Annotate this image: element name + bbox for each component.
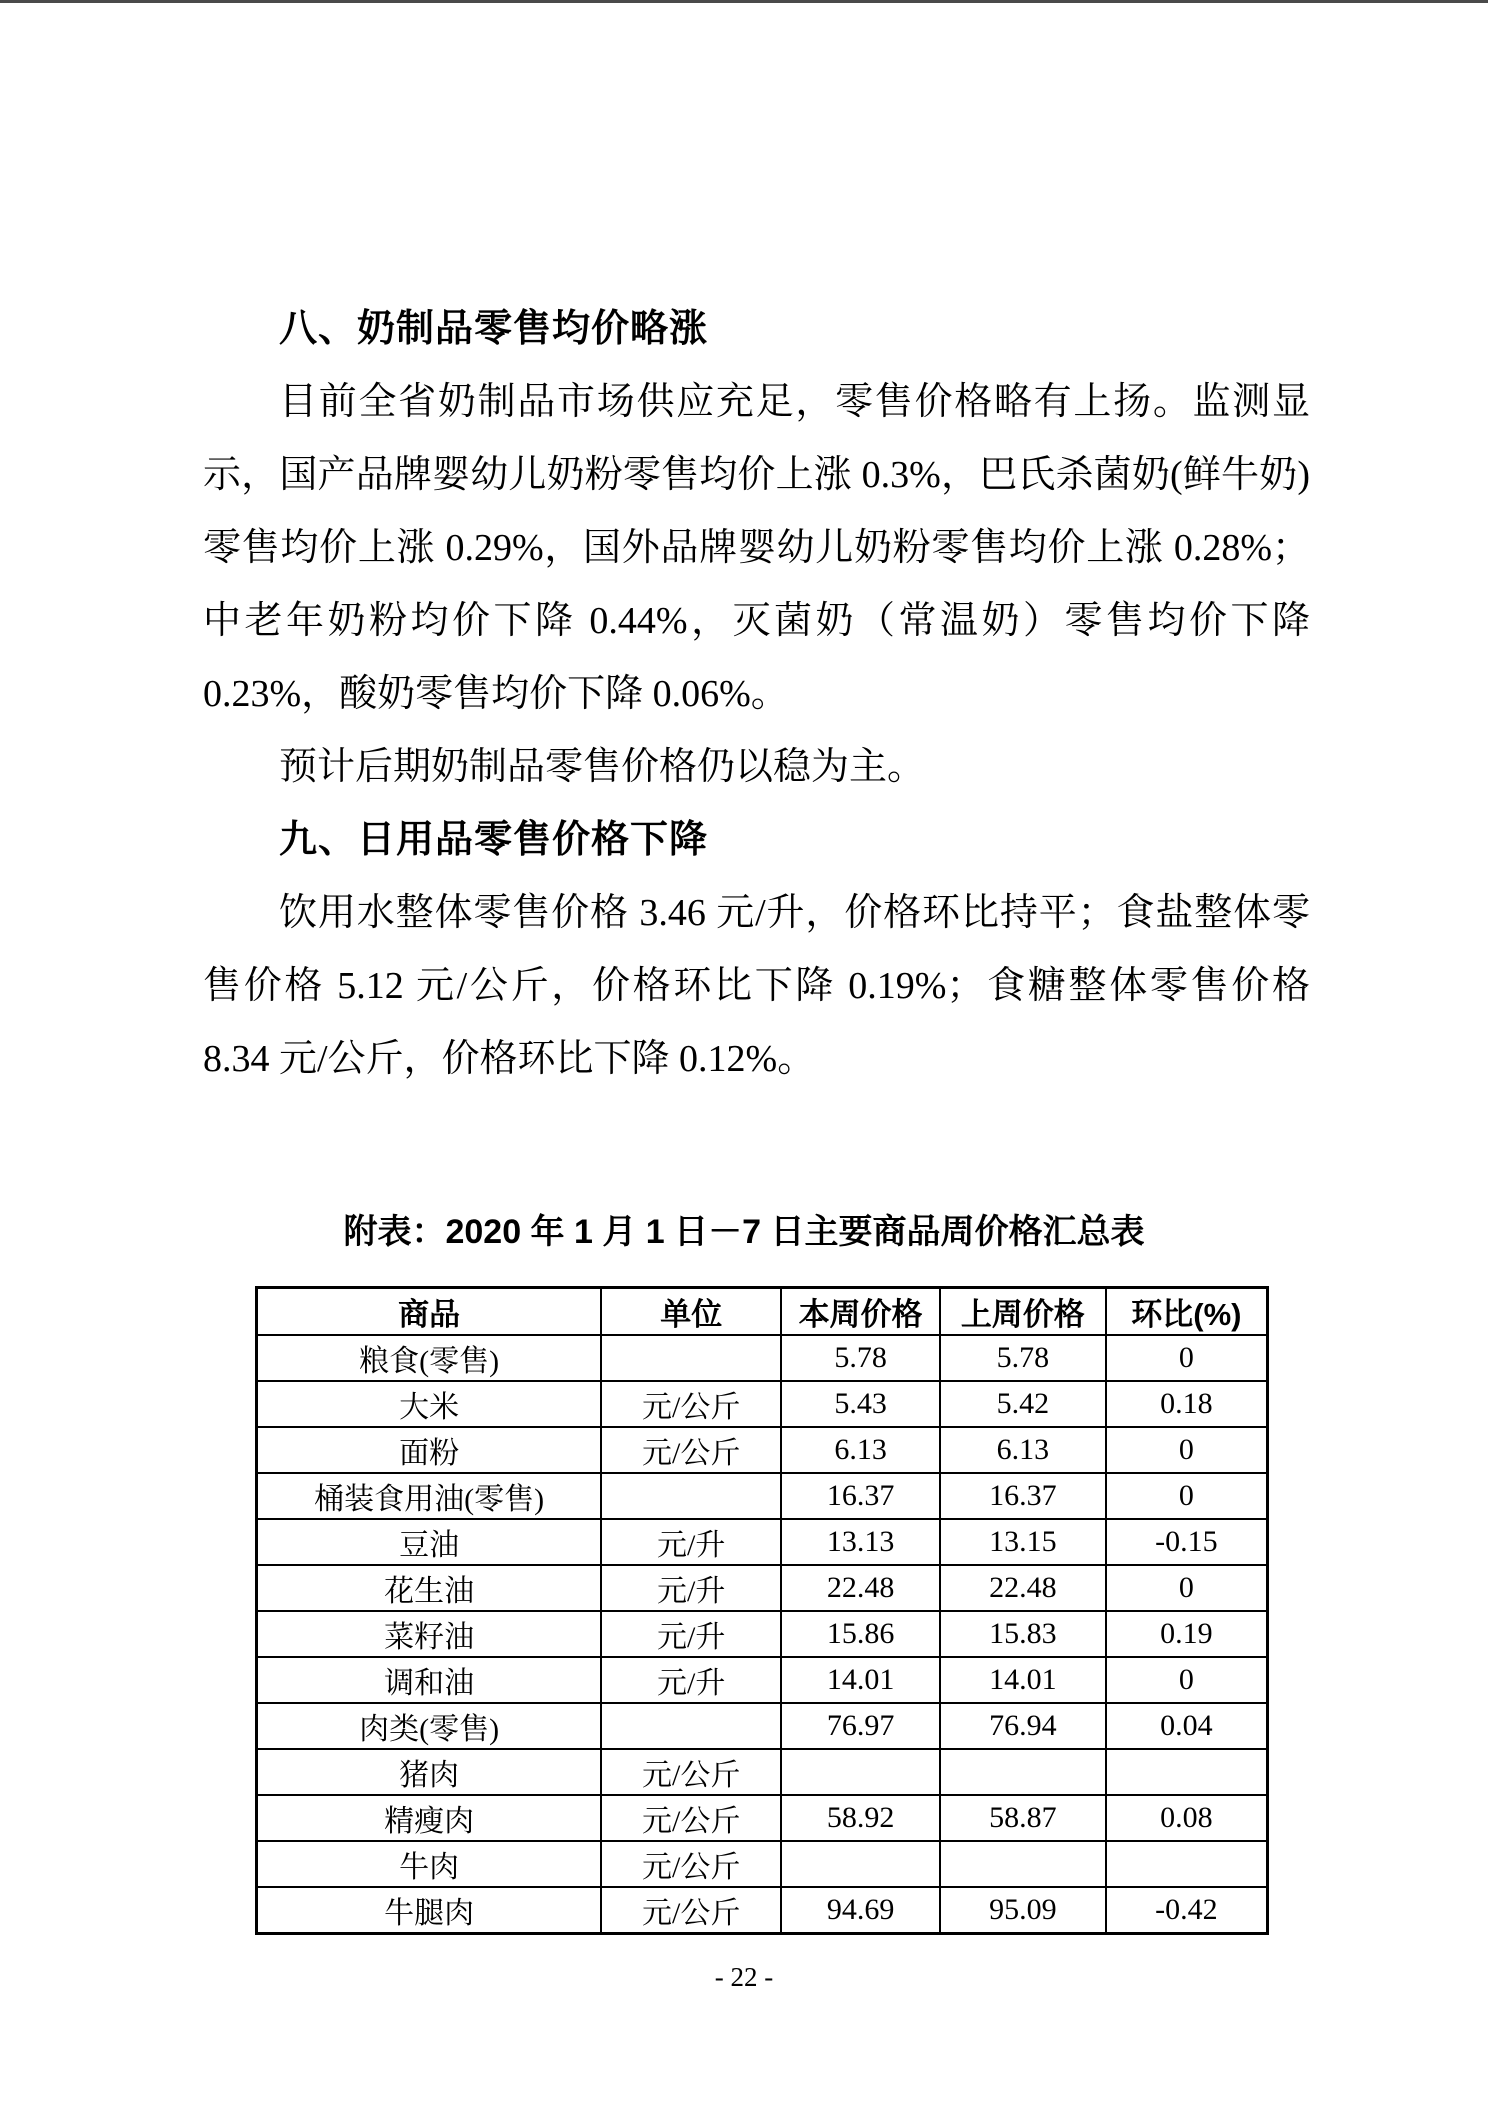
table-cell-wow-change-pct xyxy=(1106,1841,1268,1887)
table-cell-last-week-price xyxy=(940,1749,1106,1795)
table-cell-last-week-price: 15.83 xyxy=(940,1611,1106,1657)
table-row xyxy=(257,1611,1268,1657)
table-cell-wow-change-pct: 0 xyxy=(1106,1565,1268,1611)
table-cell-unit: 元/升 xyxy=(601,1565,781,1611)
table-cell-unit: 元/公斤 xyxy=(601,1841,781,1887)
table-cell-commodity: 精瘦肉 xyxy=(257,1795,602,1841)
table-cell-commodity: 大米 xyxy=(257,1381,602,1427)
document-body xyxy=(203,293,1310,1096)
table-cell-commodity: 菜籽油 xyxy=(257,1611,602,1657)
table-cell-current-week-price: 58.92 xyxy=(781,1795,940,1841)
table-row xyxy=(257,1703,1268,1749)
table-cell-commodity: 桶装食用油(零售) xyxy=(257,1473,602,1519)
table-cell-unit: 元/升 xyxy=(601,1611,781,1657)
table-header-row xyxy=(257,1288,1268,1336)
table-cell-current-week-price: 13.13 xyxy=(781,1519,940,1565)
price-table xyxy=(255,1286,1269,1935)
table-row xyxy=(257,1795,1268,1841)
table-title: 附表：2020 年 1 月 1 日－7 日主要商品周价格汇总表 xyxy=(343,1213,1145,1251)
table-cell-last-week-price: 14.01 xyxy=(940,1657,1106,1703)
column-header-unit: 单位 xyxy=(601,1288,781,1336)
table-cell-commodity: 面粉 xyxy=(257,1427,602,1473)
column-header-commodity: 商品 xyxy=(257,1288,602,1336)
table-cell-wow-change-pct: 0 xyxy=(1106,1473,1268,1519)
table-row xyxy=(257,1519,1268,1565)
table-cell-last-week-price: 5.78 xyxy=(940,1335,1106,1381)
table-cell-wow-change-pct: 0.08 xyxy=(1106,1795,1268,1841)
table-cell-unit: 元/公斤 xyxy=(601,1887,781,1934)
table-cell-current-week-price: 16.37 xyxy=(781,1473,940,1519)
table-cell-last-week-price: 22.48 xyxy=(940,1565,1106,1611)
table-cell-unit: 元/公斤 xyxy=(601,1749,781,1795)
table-cell-last-week-price: 76.94 xyxy=(940,1703,1106,1749)
table-cell-wow-change-pct: 0.18 xyxy=(1106,1381,1268,1427)
column-header-last-week-price: 上周价格 xyxy=(940,1288,1106,1336)
table-cell-current-week-price: 94.69 xyxy=(781,1887,940,1934)
table-cell-current-week-price: 76.97 xyxy=(781,1703,940,1749)
table-cell-current-week-price: 6.13 xyxy=(781,1427,940,1473)
table-row xyxy=(257,1657,1268,1703)
table-cell-commodity: 肉类(零售) xyxy=(257,1703,602,1749)
table-cell-wow-change-pct: 0 xyxy=(1106,1657,1268,1703)
table-cell-commodity: 调和油 xyxy=(257,1657,602,1703)
table-cell-last-week-price: 13.15 xyxy=(940,1519,1106,1565)
table-cell-unit: 元/公斤 xyxy=(601,1427,781,1473)
table-cell-current-week-price: 22.48 xyxy=(781,1565,940,1611)
table-cell-unit: 元/公斤 xyxy=(601,1381,781,1427)
table-cell-wow-change-pct: 0.19 xyxy=(1106,1611,1268,1657)
table-row xyxy=(257,1565,1268,1611)
table-row xyxy=(257,1841,1268,1887)
table-cell-current-week-price: 5.43 xyxy=(781,1381,940,1427)
table-cell-unit xyxy=(601,1473,781,1519)
table-cell-current-week-price xyxy=(781,1749,940,1795)
table-cell-wow-change-pct xyxy=(1106,1749,1268,1795)
table-cell-current-week-price: 15.86 xyxy=(781,1611,940,1657)
table-cell-last-week-price: 6.13 xyxy=(940,1427,1106,1473)
table-cell-unit xyxy=(601,1703,781,1749)
table-cell-last-week-price: 16.37 xyxy=(940,1473,1106,1519)
section-heading-dairy: 八、奶制品零售均价略涨 xyxy=(279,308,709,350)
column-header-current-week-price: 本周价格 xyxy=(781,1288,940,1336)
table-cell-current-week-price: 14.01 xyxy=(781,1657,940,1703)
table-cell-current-week-price xyxy=(781,1841,940,1887)
table-cell-wow-change-pct: 0.04 xyxy=(1106,1703,1268,1749)
table-cell-commodity: 粮食(零售) xyxy=(257,1335,602,1381)
table-cell-commodity: 牛腿肉 xyxy=(257,1887,602,1934)
table-cell-last-week-price xyxy=(940,1841,1106,1887)
table-cell-wow-change-pct: 0 xyxy=(1106,1335,1268,1381)
section-heading-daily-goods: 九、日用品零售价格下降 xyxy=(279,819,709,861)
table-cell-wow-change-pct: 0 xyxy=(1106,1427,1268,1473)
table-cell-last-week-price: 95.09 xyxy=(940,1887,1106,1934)
column-header-wow-change-pct: 环比(%) xyxy=(1106,1288,1268,1336)
table-cell-unit: 元/升 xyxy=(601,1519,781,1565)
table-row xyxy=(257,1473,1268,1519)
table-row xyxy=(257,1749,1268,1795)
table-cell-last-week-price: 58.87 xyxy=(940,1795,1106,1841)
table-cell-unit: 元/升 xyxy=(601,1657,781,1703)
table-row xyxy=(257,1887,1268,1934)
table-cell-commodity: 花生油 xyxy=(257,1565,602,1611)
table-cell-unit xyxy=(601,1335,781,1381)
table-row xyxy=(257,1427,1268,1473)
table-cell-commodity: 豆油 xyxy=(257,1519,602,1565)
table-cell-last-week-price: 5.42 xyxy=(940,1381,1106,1427)
table-cell-commodity: 牛肉 xyxy=(257,1841,602,1887)
paragraph: 预计后期奶制品零售价格仍以稳为主。 xyxy=(279,746,926,788)
page-number: - 22 - xyxy=(714,1962,774,1992)
paragraph: 饮用水整体零售价格 3.46 元/升，价格环比持平；食盐整体零售价格 5.12 元/公斤，价格环比下降 0.19%；食糖整体零售价格 8.34 元/公斤，价格环比下降 0.12%。 xyxy=(203,892,1310,1080)
table-cell-unit: 元/公斤 xyxy=(601,1795,781,1841)
table-cell-current-week-price: 5.78 xyxy=(781,1335,940,1381)
table-cell-wow-change-pct: -0.15 xyxy=(1106,1519,1268,1565)
paragraph: 目前全省奶制品市场供应充足，零售价格略有上扬。监测显示，国产品牌婴幼儿奶粉零售均价上涨 0.3%，巴氏杀菌奶(鲜牛奶)零售均价上涨 0.29%，国外品牌婴幼儿奶粉零售均价上涨 0.28%；中老年奶粉均价下降 0.44%，灭菌奶（常温奶）零售均价下降 0.23%，酸奶零售均价下降 0.06%。 xyxy=(203,381,1310,715)
table-row xyxy=(257,1335,1268,1381)
table-cell-wow-change-pct: -0.42 xyxy=(1106,1887,1268,1934)
table-row xyxy=(257,1381,1268,1427)
table-cell-commodity: 猪肉 xyxy=(257,1749,602,1795)
